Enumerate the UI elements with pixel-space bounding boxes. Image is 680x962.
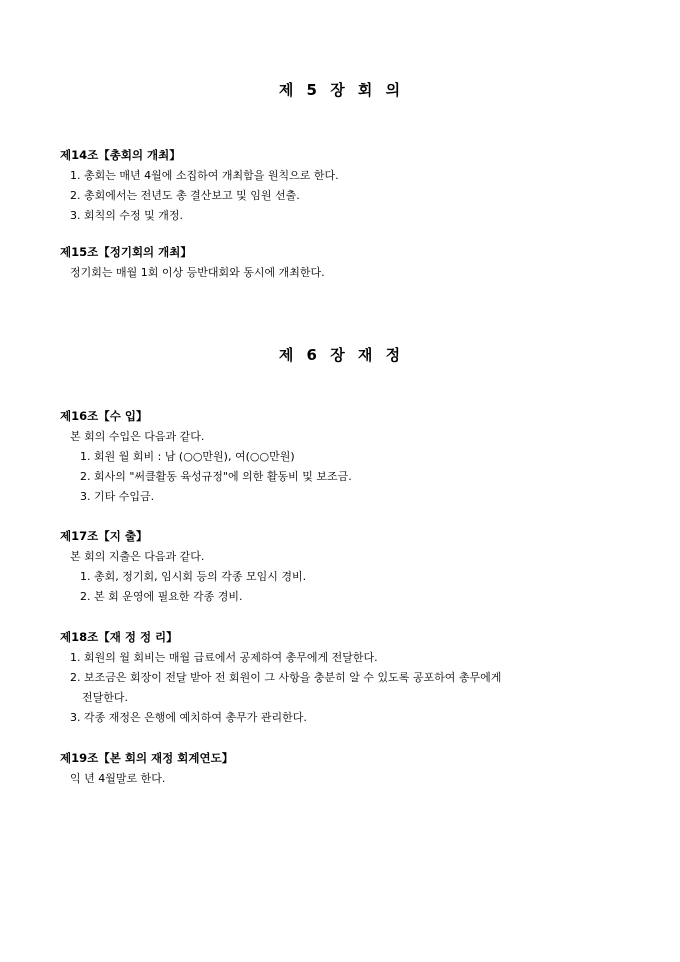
article-19-body: 익 년 4월말로 한다.	[70, 772, 166, 785]
article-14-item: 1. 총회는 매년 4월에 소집하여 개최함을 원칙으로 한다.	[70, 169, 339, 182]
article-14	[60, 146, 630, 226]
article-15-body: 정기회는 매월 1회 이상 등반대회와 동시에 개최한다.	[70, 266, 325, 279]
article-16-heading: 제16조【수 입】	[60, 409, 148, 423]
chapter-6-title: 제 6 장 재 정	[278, 346, 402, 364]
article-19	[60, 749, 630, 789]
article-17-item: 2. 본 회 운영에 필요한 각종 경비.	[80, 590, 243, 603]
article-18	[60, 628, 630, 728]
article-16-item: 2. 회사의 "써클활동 육성규정"에 의한 활동비 및 보조금.	[80, 470, 352, 483]
article-14-item: 2. 총회에서는 전년도 총 결산보고 및 임원 선출.	[70, 189, 300, 202]
article-18-item: 1. 회원의 월 회비는 매월 급료에서 공제하여 총무에게 전달한다.	[70, 651, 378, 664]
article-15	[60, 243, 630, 283]
article-16	[60, 407, 630, 507]
article-17-heading: 제17조【지 출】	[60, 529, 148, 543]
article-17	[60, 527, 630, 607]
article-17-item: 1. 총회, 정기회, 임시회 등의 각종 모임시 경비.	[80, 570, 307, 583]
article-18-item: 3. 각종 재정은 은행에 예치하여 총무가 관리한다.	[70, 711, 307, 724]
article-17-intro: 본 회의 지출은 다음과 같다.	[70, 550, 205, 563]
article-14-item: 3. 회칙의 수정 및 개정.	[70, 209, 183, 222]
article-18-item: 2. 보조금은 회장이 전달 받아 전 회원이 그 사항을 충분히 알 수 있도록 공포하여 총무에게	[70, 671, 502, 684]
article-19-heading: 제19조【본 회의 재정 회계연도】	[60, 751, 234, 765]
article-15-heading: 제15조【정기회의 개최】	[60, 245, 192, 259]
chapter-5-title: 제 5 장 회 의	[278, 81, 402, 99]
article-16-item: 1. 회원 월 회비 : 남 (○○만원), 여(○○만원)	[80, 450, 295, 463]
article-16-item: 3. 기타 수입금.	[80, 490, 155, 503]
article-18-item-continuation: 전달한다.	[82, 691, 129, 704]
article-16-intro: 본 회의 수입은 다음과 같다.	[70, 430, 205, 443]
article-18-heading: 제18조【재 정 정 리】	[60, 630, 178, 644]
article-14-heading: 제14조【총회의 개최】	[60, 148, 181, 162]
